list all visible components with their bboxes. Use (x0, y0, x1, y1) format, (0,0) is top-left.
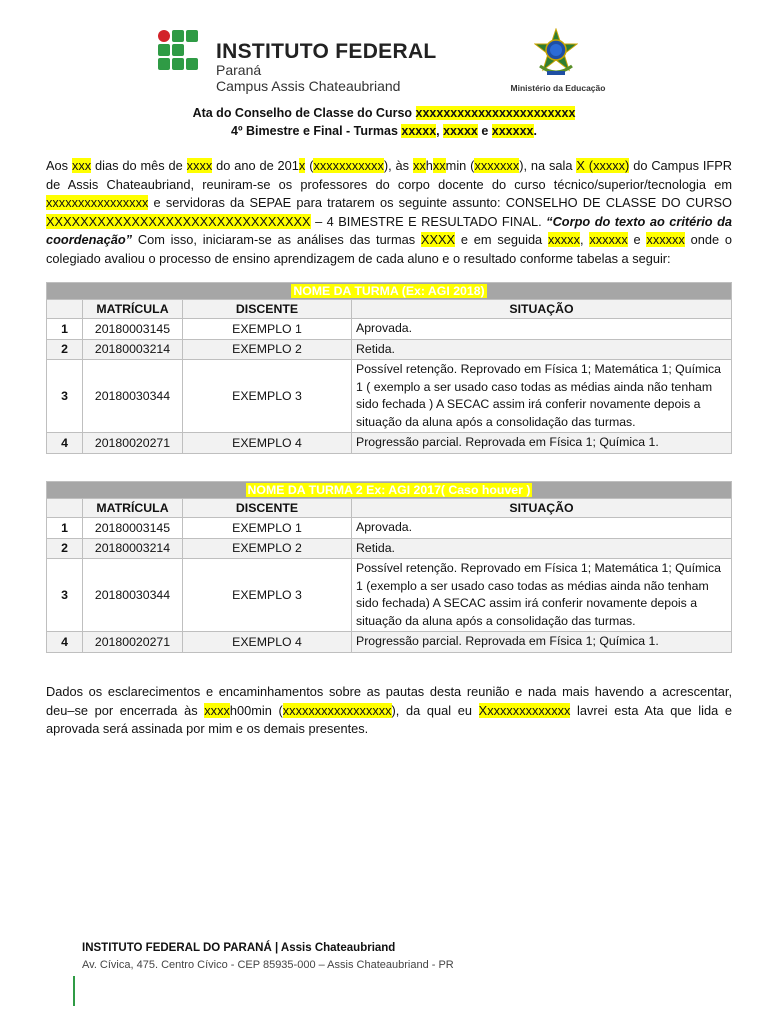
footer-address: Av. Cívica, 475. Centro Cívico - CEP 85935-000 – Assis Chateaubriand - PR (82, 959, 454, 971)
separator: , (436, 124, 444, 138)
footer-title: INSTITUTO FEDERAL DO PARANÁ | Assis Chateaubriand (82, 942, 396, 954)
row-discente: EXEMPLO 2 (183, 339, 352, 360)
results-table-2 (46, 481, 732, 653)
ministry-label: Ministério da Educação (510, 83, 606, 93)
row-situacao: Aprovada. (352, 319, 732, 340)
footer-accent-bar (73, 976, 75, 1006)
subtitle-text: 4º Bimestre e Final - Turmas (231, 124, 402, 138)
row-discente: EXEMPLO 3 (183, 360, 352, 433)
row-situacao: Progressão parcial. Reprovada em Física 1; Química 1. (352, 433, 732, 454)
placeholder: xx (412, 158, 426, 173)
col-header-discente: DISCENTE (183, 499, 352, 518)
class-placeholder: xxxxx (443, 124, 478, 138)
placeholder: xxxxxx (589, 232, 628, 247)
col-header-situacao: SITUAÇÃO (352, 300, 732, 319)
document-subtitle (0, 124, 768, 138)
text: Aos (46, 158, 72, 173)
text: onde o colegiado avaliou o processo de ensino aprendizagem de cada aluno e o resultado conforme tabelas a seguir: (46, 232, 732, 266)
logo-square (172, 58, 184, 70)
text: ( (305, 158, 314, 173)
table-row (47, 559, 732, 632)
row-discente: EXEMPLO 1 (183, 319, 352, 340)
row-num: 2 (47, 339, 83, 360)
placeholder: xxxx (204, 702, 230, 718)
row-discente: EXEMPLO 1 (183, 518, 352, 539)
row-matricula: 20180020271 (83, 632, 183, 653)
row-matricula: 20180003145 (83, 319, 183, 340)
placeholder: xxxxxxx (474, 158, 520, 173)
text: ), da qual eu (391, 702, 479, 718)
italic-note: “Corpo do texto ao critério da coordenação” (46, 213, 733, 247)
text: do Campus IFPR de Assis Chateaubriand, reuniram-se os professores do corpo docente do curso técnico/superior/tecnologia em (46, 158, 732, 192)
class-placeholder: xxxxx (401, 124, 437, 138)
text: h00min ( (229, 702, 283, 718)
logo-square (158, 58, 170, 70)
table-row (47, 339, 732, 360)
brazil-coat-of-arms-icon (534, 28, 578, 78)
text: do ano de 201 (212, 158, 299, 173)
placeholder: XXXXXXXXXXXXXXXXXXXXXXXXXXXXXXX (46, 213, 311, 229)
placeholder: xxxx (186, 158, 213, 173)
row-num: 3 (47, 360, 83, 433)
row-situacao: Retida. (352, 538, 732, 559)
text: e servidoras da SEPAE para tratarem os seguinte assunto: CONSELHO DE CLASSE DO CURSO (148, 195, 732, 210)
logo-square (186, 58, 198, 70)
placeholder: xxxxx (547, 232, 580, 247)
logo-square (158, 44, 170, 56)
text: Com isso, iniciaram-se as análises das turmas (132, 232, 421, 247)
document-title (0, 106, 768, 120)
placeholder: xxxxxxxxxxxxxxxx (46, 195, 149, 210)
text: min ( (445, 158, 475, 173)
logo-red-dot (158, 30, 170, 42)
table-row (47, 433, 732, 454)
separator: e (477, 124, 492, 138)
row-matricula: 20180030344 (83, 360, 183, 433)
placeholder: xxxxxxxxxxx (313, 158, 384, 173)
row-num: 1 (47, 319, 83, 340)
separator: . (533, 124, 537, 138)
text: – 4 BIMESTRE E RESULTADO FINAL. (310, 213, 547, 229)
ifpr-logo-icon (158, 30, 198, 80)
row-situacao: Retida. (352, 339, 732, 360)
row-situacao: Aprovada. (352, 518, 732, 539)
row-num: 4 (47, 632, 83, 653)
text: h (425, 158, 433, 173)
row-situacao: Progressão parcial. Reprovada em Física 1; Química 1. (352, 632, 732, 653)
text: lavrei esta Ata que lida e aprovada será assinada por mim e os demais presentes. (46, 702, 733, 736)
row-discente: EXEMPLO 4 (183, 632, 352, 653)
placeholder: xxxxxxxxxxxxxxxxx (282, 702, 392, 718)
results-table-1 (46, 282, 732, 454)
text: , (579, 232, 590, 247)
placeholder: XXXX (420, 232, 456, 247)
logo-square (172, 30, 184, 42)
text: ), às (383, 158, 413, 173)
text: ), na sala (519, 158, 577, 173)
placeholder: x (298, 158, 306, 173)
row-matricula: 20180003214 (83, 339, 183, 360)
table-caption (47, 283, 732, 300)
course-placeholder: xxxxxxxxxxxxxxxxxxxxxxx (415, 106, 576, 120)
table-row (47, 360, 732, 433)
caption-text: NOME DA TURMA 2 Ex: AGI 2017( Caso houver ) (247, 483, 531, 497)
institution-state: Paraná (216, 62, 262, 78)
row-situacao: Possível retenção. Reprovado em Física 1; Matemática 1; Química 1 ( exemplo a ser usado caso todas as médias ainda não tenham sido fechada ) A SECAC assim irá conferir novamente depois a situação da aluna após a consolidação das turmas. (352, 360, 732, 433)
table-row (47, 538, 732, 559)
logo-square (172, 44, 184, 56)
logo-square (186, 30, 198, 42)
row-discente: EXEMPLO 2 (183, 538, 352, 559)
row-discente: EXEMPLO 3 (183, 559, 352, 632)
col-header-situacao: SITUAÇÃO (352, 499, 732, 518)
placeholder: X (xxxxx) (576, 158, 630, 173)
placeholder: Xxxxxxxxxxxxxx (478, 702, 571, 718)
text: e (627, 232, 647, 247)
table-row (47, 518, 732, 539)
text: dias do mês de (91, 158, 187, 173)
intro-paragraph (46, 157, 732, 268)
col-header-num (47, 300, 83, 319)
row-matricula: 20180030344 (83, 559, 183, 632)
col-header-discente: DISCENTE (183, 300, 352, 319)
placeholder: xxx (71, 158, 92, 173)
row-matricula: 20180003145 (83, 518, 183, 539)
table-row (47, 632, 732, 653)
row-discente: EXEMPLO 4 (183, 433, 352, 454)
caption-text: NOME DA TURMA (Ex: AGI 2018) (293, 284, 485, 298)
closing-paragraph (46, 683, 732, 739)
placeholder: xxxxxx (646, 232, 685, 247)
col-header-matricula: MATRÍCULA (83, 300, 183, 319)
institution-campus: Campus Assis Chateaubriand (216, 78, 401, 94)
row-situacao: Possível retenção. Reprovado em Física 1; Matemática 1; Química 1 (exemplo a ser usado caso todas as médias ainda não tenham sido fechada) A SECAC assim irá conferir novamente depois a situação da aluna após a consolidação das turmas. (352, 559, 732, 632)
row-num: 4 (47, 433, 83, 454)
row-num: 3 (47, 559, 83, 632)
row-num: 1 (47, 518, 83, 539)
text: e em seguida (455, 232, 548, 247)
row-matricula: 20180003214 (83, 538, 183, 559)
row-matricula: 20180020271 (83, 433, 183, 454)
col-header-matricula: MATRÍCULA (83, 499, 183, 518)
table-row (47, 319, 732, 340)
placeholder: xx (432, 158, 446, 173)
table-caption (47, 482, 732, 499)
col-header-num (47, 499, 83, 518)
title-text: Ata do Conselho de Classe do Curso (192, 106, 416, 120)
text: Dados os esclarecimentos e encaminhamentos sobre as pautas desta reunião e nada mais havendo a acrescentar, deu–se por encerrada às (46, 684, 732, 718)
row-num: 2 (47, 538, 83, 559)
class-placeholder: xxxxxx (491, 124, 534, 138)
institution-title: INSTITUTO FEDERAL (216, 40, 437, 63)
